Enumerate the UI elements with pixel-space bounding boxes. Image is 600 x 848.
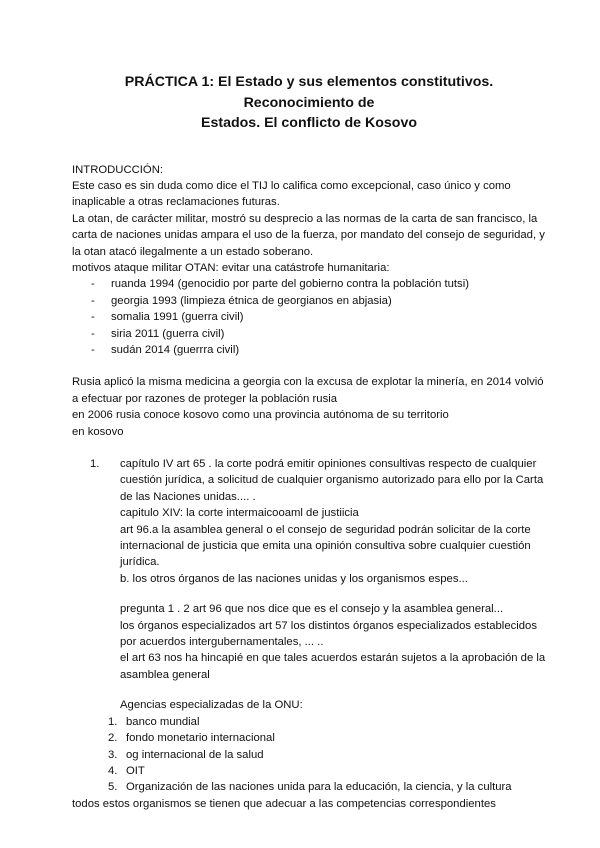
agencies-heading: Agencias especializadas de la ONU:: [120, 699, 303, 712]
intro-paragraph-2: La otan, de carácter militar, mostró su desprecio a las normas de la carta de san francisco, la carta de naciones unidas ampara el uso de la fuerza, por mandato del consejo de seguridad, y la otan atacó ilegalmente a un estado soberano.: [72, 212, 545, 258]
list-item-text: fondo monetario internacional: [126, 732, 275, 745]
item-line: b. los otros órganos de las naciones unidas y los organismos espes...: [120, 572, 468, 585]
item-line: el art 63 nos ha hincapié en que tales acuerdos estarán sujetos a la aprobación de la asamblea general: [120, 652, 546, 681]
list-marker: 3.: [108, 748, 118, 761]
russia-paragraph-2: en 2006 rusia conoce kosovo como una provincia autónoma de su territorio: [72, 409, 449, 422]
numbered-item-1: [72, 456, 546, 714]
intro-paragraph-1: Este caso es sin duda como dice el TIJ lo califica como excepcional, caso único y como inaplicable a otras reclamaciones futuras.: [72, 179, 511, 209]
list-item: [72, 730, 546, 746]
intro-paragraph-3: motivos ataque militar OTAN: evitar una catástrofe humanitaria:: [72, 261, 390, 274]
numbered-list: [72, 456, 546, 796]
list-item: [72, 714, 546, 730]
title-line-2: Reconocimiento de: [243, 94, 375, 111]
document-title: [72, 72, 546, 134]
list-item: [72, 763, 546, 779]
item-line: art 96.a la asamblea general o el consejo de seguridad podrán solicitar de la corte internacional de justicia que emita una opinión consultiva sobre cualquier cuestión jurídica.: [120, 523, 531, 569]
russia-paragraph-3: en kosovo: [72, 425, 124, 438]
title-line-3: Estados. El conflicto de Kosovo: [201, 115, 417, 131]
item-line: pregunta 1 . 2 art 96 que nos dice que es el consejo y la asamblea general...: [120, 603, 504, 616]
list-item: [72, 779, 546, 795]
intro-heading: INTRODUCCIÓN:: [72, 163, 163, 176]
item-line: los órganos especializados art 57 los distintos órganos especializados establecidos por acuerdos intergubernamentales, ... ..: [120, 619, 537, 649]
motives-list: [72, 276, 546, 358]
list-item-text: banco mundial: [126, 715, 200, 728]
item-line: capitulo XIV: la corte intermaicooaml de justiicia: [120, 507, 359, 520]
closing-paragraph: todos estos organismos se tienen que adecuar a las competencias correspondientes: [72, 797, 496, 810]
list-marker: 5.: [108, 781, 118, 794]
list-marker: 1.: [108, 715, 118, 728]
list-item: - sudán 2014 (guerrra civil): [91, 342, 546, 358]
agencies-list: [72, 714, 546, 796]
list-item-text: og internacional de la salud: [126, 748, 264, 761]
list-item: [72, 747, 546, 763]
list-marker: 4.: [108, 764, 118, 777]
list-item: - somalia 1991 (guerra civil): [91, 309, 546, 325]
list-marker: 1.: [90, 458, 100, 470]
list-item: - siria 2011 (guerra civil): [91, 326, 546, 342]
title-line-1: PRÁCTICA 1: El Estado y sus elementos constitutivos.: [124, 74, 494, 90]
list-item: - ruanda 1994 (genocidio por parte del gobierno contra la población tutsi): [91, 276, 546, 292]
list-item-text: Organización de las naciones unida para la educación, la ciencia, y la cultura: [126, 781, 512, 794]
list-marker: 2.: [108, 732, 118, 745]
item-line: capítulo IV art 65 . la corte podrá emitir opiniones consultivas respecto de cualquier cuestión jurídica, a solicitud de cualquier organismo autorizado para ello por la Carta de las Naciones unidas.... .: [120, 458, 544, 503]
list-item: - georgia 1993 (limpieza étnica de georgianos en abjasia): [91, 293, 546, 309]
russia-paragraph-1: Rusia aplicó la misma medicina a georgia con la excusa de explotar la minería, en 2014 volvió a efectuar por razones de proteger la población rusia: [72, 376, 544, 405]
list-item-text: OIT: [126, 764, 145, 777]
